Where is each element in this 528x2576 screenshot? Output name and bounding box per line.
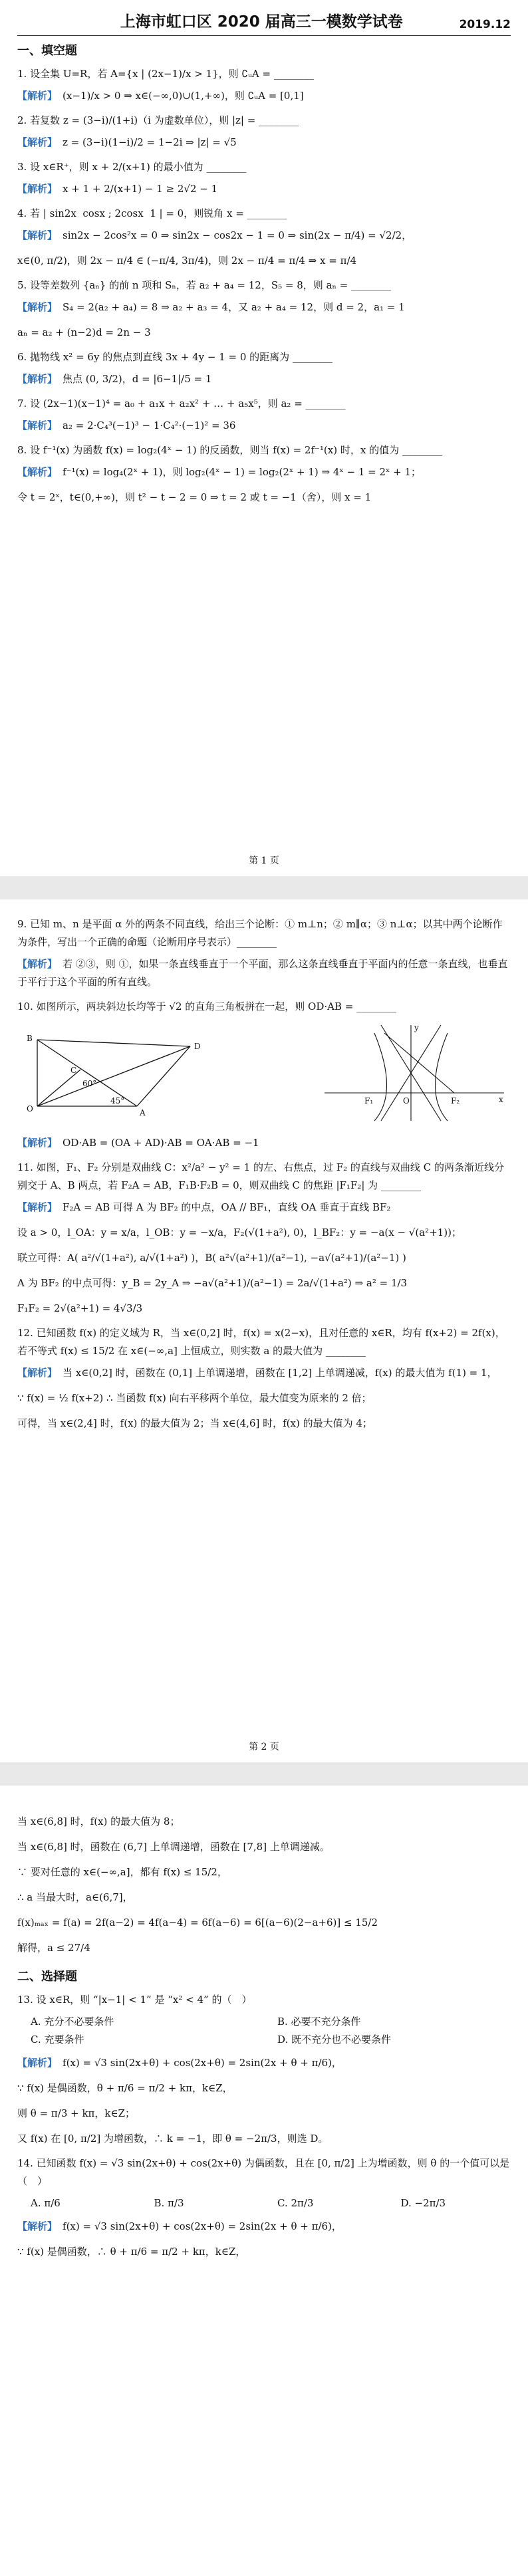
analysis-11-line-4: A 为 BF₂ 的中点可得：y_B = 2y_A ⇒ −a√(a²+1)/(a²−1) = 2a/√(1+a²) ⇒ a² = 1/3 bbox=[17, 1277, 408, 1289]
analysis-2 bbox=[17, 134, 511, 152]
analysis-text: f(x) = √3 sin(2x+θ) + cos(2x+θ) = 2sin(2x + θ + π/6)， bbox=[63, 2220, 342, 2232]
analysis-text: F₂A = AB 可得 A 为 BF₂ 的中点，OA // BF₁，直线 OA 垂直于直线 BF₂ bbox=[63, 1201, 391, 1213]
analysis-3 bbox=[17, 180, 511, 198]
analysis-text: 若 ②③，则 ①，如果一条直线垂直于一个平面，那么这条直线垂直于平面内的任意一条直线，也垂直于平行于这个平面的所有直线。 bbox=[17, 958, 508, 988]
analysis-text: 焦点 (0, 3/2)，d = |6−1|/5 = 1 bbox=[63, 373, 212, 385]
question-14: 14. 已知函数 f(x) = √3 sin(2x+θ) + cos(2x+θ) 为偶函数，且在 [0, π/2] 上为增函数，则 θ 的一个值可以是（ ） bbox=[17, 2157, 510, 2187]
continued-line-4: ∴ a 当最大时，a∈(6,7]， bbox=[17, 1891, 133, 1903]
exam-page-1 bbox=[0, 0, 528, 876]
analysis-label: 【解析】 bbox=[17, 419, 58, 431]
continued-line-6: 解得，a ≤ 27/4 bbox=[17, 1942, 90, 1954]
question-6: 6. 抛物线 x² = 6y 的焦点到直线 3x + 4y − 1 = 0 的距离为 ________ bbox=[17, 351, 332, 363]
analysis-8 bbox=[17, 463, 511, 481]
question-11: 11. 如图，F₁、F₂ 分别是双曲线 C：x²/a² − y² = 1 的左、右焦点，过 F₂ 的直线与双曲线 C 的两条渐近线分别交于 A、B 两点，若 F₂A = AB，F₁B·F₂B = 0，则双曲线 C 的焦距 |F₁F₂| 为 ________ bbox=[17, 1161, 504, 1191]
analysis-label: 【解析】 bbox=[17, 2057, 58, 2069]
fig1-label-d: D bbox=[194, 1042, 201, 1051]
analysis-label: 【解析】 bbox=[17, 373, 58, 385]
analysis-13-line-2: ∵ f(x) 是偶函数，θ + π/6 = π/2 + kπ，k∈Z， bbox=[17, 2082, 233, 2094]
option-d: D. −2π/3 bbox=[400, 2197, 446, 2209]
analysis-14-line-2: ∵ f(x) 是偶函数，∴ θ + π/6 = π/2 + kπ，k∈Z， bbox=[17, 2246, 246, 2258]
option-c: C. 2π/3 bbox=[277, 2197, 314, 2209]
analysis-label: 【解析】 bbox=[17, 466, 58, 478]
question-1: 1. 设全集 U=R，若 A={x | (2x−1)/x > 1}，则 ∁ᵤA = ________ bbox=[17, 68, 314, 80]
option-a: A. π/6 bbox=[31, 2197, 61, 2209]
question-8: 8. 设 f⁻¹(x) 为函数 f(x) = log₂(4ˣ − 1) 的反函数，则当 f(x) = 2f⁻¹(x) 时，x 的值为 ________ bbox=[17, 444, 442, 456]
fig2-label-f2: F₂ bbox=[451, 1096, 460, 1106]
analysis-label: 【解析】 bbox=[17, 1137, 58, 1149]
question-13: 13. 设 x∈R，则 “|x−1| < 1” 是 “x² < 4” 的（ ） bbox=[17, 1994, 252, 2006]
question-5: 5. 设等差数列 {aₙ} 的前 n 项和 Sₙ，若 a₂ + a₄ = 12，S₅ = 8，则 aₙ = ________ bbox=[17, 279, 392, 291]
analysis-8-continued: 令 t = 2ˣ，t∈(0,+∞)，则 t² − t − 2 = 0 ⇒ t = 2 或 t = −1（舍），则 x = 1 bbox=[17, 491, 372, 503]
fig1-label-45: 45° bbox=[110, 1096, 125, 1106]
continued-line-3: ∵ 要对任意的 x∈(−∞,a]，都有 f(x) ≤ 15/2， bbox=[17, 1866, 227, 1878]
continued-line-5: f(x)ₘₐₓ = f(a) = 2f(a−2) = 4f(a−4) = 6f(a−6) = 6[(a−6)(2−a+6)] ≤ 15/2 bbox=[17, 1917, 378, 1929]
triangle-plates-figure bbox=[17, 1020, 217, 1126]
question-13-options bbox=[17, 2013, 511, 2049]
exam-page-2 bbox=[0, 899, 528, 1762]
analysis-label: 【解析】 bbox=[17, 90, 58, 102]
exam-title: 上海市虹口区 2020 届高三一模数学试卷 bbox=[120, 13, 403, 31]
analysis-11-line-5: F₁F₂ = 2√(a²+1) = 4√3/3 bbox=[17, 1302, 143, 1314]
analysis-1 bbox=[17, 87, 511, 105]
question-10: 10. 如图所示，两块斜边长均等于 √2 的直角三角板拼在一起，则 OD·AB = ________ bbox=[17, 1000, 397, 1012]
page-number: 第 2 页 bbox=[249, 1742, 279, 1752]
analysis-13-line-4: 又 f(x) 在 [0, π/2] 为增函数，∴ k = −1，即 θ = −2π/3，则选 D。 bbox=[17, 2133, 329, 2145]
analysis-text: x + 1 + 2/(x+1) − 1 ≥ 2√2 − 1 bbox=[63, 183, 218, 195]
analysis-label: 【解析】 bbox=[17, 1367, 58, 1379]
question-12: 12. 已知函数 f(x) 的定义域为 R，当 x∈(0,2] 时，f(x) = x(2−x)，且对任意的 x∈R，均有 f(x+2) = 2f(x)，若不等式 f(x) ≤ 15/2 在 x∈(−∞,a] 上恒成立，则实数 a 的最大值为 ________ bbox=[17, 1327, 505, 1357]
fig1-label-o: O bbox=[27, 1104, 33, 1113]
analysis-5 bbox=[17, 298, 511, 316]
analysis-4 bbox=[17, 227, 511, 245]
analysis-label: 【解析】 bbox=[17, 136, 58, 148]
analysis-10 bbox=[17, 1134, 511, 1152]
option-a: A. 充分不必要条件 bbox=[31, 2016, 114, 2028]
analysis-text: sin2x − 2cos²x = 0 ⇒ sin2x − cos2x − 1 = 0 ⇒ sin(2x − π/4) = √2/2， bbox=[63, 229, 412, 241]
analysis-label: 【解析】 bbox=[17, 958, 58, 970]
analysis-label: 【解析】 bbox=[17, 183, 58, 195]
fig2-label-y: y bbox=[414, 1023, 419, 1032]
analysis-text: S₄ = 2(a₂ + a₄) = 8 ⇒ a₂ + a₃ = 4，又 a₂ + a₄ = 12，则 d = 2，a₁ = 1 bbox=[63, 301, 405, 313]
analysis-label: 【解析】 bbox=[17, 1201, 58, 1213]
analysis-11 bbox=[17, 1199, 511, 1217]
section-multiple-choice: 二、选择题 bbox=[17, 1970, 77, 1984]
analysis-9 bbox=[17, 955, 511, 991]
exam-page-3 bbox=[0, 1786, 528, 2576]
option-b: B. π/3 bbox=[154, 2197, 184, 2209]
analysis-label: 【解析】 bbox=[17, 2220, 58, 2232]
analysis-5-continued: aₙ = a₂ + (n−2)d = 2n − 3 bbox=[17, 326, 151, 338]
figures-row bbox=[17, 1020, 511, 1126]
question-4: 4. 若 | sin2x cosx ; 2cosx 1 | = 0，则锐角 x = ________ bbox=[17, 207, 287, 219]
question-2: 2. 若复数 z = (3−i)/(1+i)（i 为虚数单位），则 |z| = ________ bbox=[17, 114, 299, 126]
question-9: 9. 已知 m、n 是平面 α 外的两条不同直线，给出三个论断：① m⊥n；② m∥α；③ n⊥α；以其中两个论断作为条件，写出一个正确的命题（论断用序号表示）________ bbox=[17, 918, 503, 948]
analysis-label: 【解析】 bbox=[17, 301, 58, 313]
section-fill-blank: 一、填空题 bbox=[17, 44, 77, 58]
analysis-6 bbox=[17, 370, 511, 388]
fig1-label-a: A bbox=[140, 1108, 146, 1117]
option-c: C. 充要条件 bbox=[31, 2034, 84, 2046]
analysis-4-continued: x∈(0, π/2)，则 2x − π/4 ∈ (−π/4, 3π/4)，则 2x − π/4 = π/4 ⇒ x = π/4 bbox=[17, 255, 357, 267]
analysis-text: (x−1)/x > 0 ⇒ x∈(−∞,0)∪(1,+∞)，则 ∁ᵤA = [0,1] bbox=[63, 90, 304, 102]
header-rule bbox=[17, 35, 511, 36]
analysis-text: z = (3−i)(1−i)/2 = 1−2i ⇒ |z| = √5 bbox=[63, 136, 237, 148]
continued-line-2: 当 x∈(6,8] 时，函数在 (6,7] 上单调递增，函数在 [7,8] 上单调递减。 bbox=[17, 1841, 330, 1853]
fig2-label-x: x bbox=[499, 1095, 503, 1104]
question-3: 3. 设 x∈R⁺，则 x + 2/(x+1) 的最小值为 ________ bbox=[17, 161, 247, 173]
fig2-label-f1: F₁ bbox=[364, 1096, 374, 1106]
option-b: B. 必要不充分条件 bbox=[277, 2016, 361, 2028]
continued-line-1: 当 x∈(6,8] 时，f(x) 的最大值为 8； bbox=[17, 1815, 180, 1827]
analysis-12-line-2: ∵ f(x) = ½ f(x+2) ∴ 当函数 f(x) 向右平移两个单位，最大值变为原来的 2 倍； bbox=[17, 1392, 372, 1404]
fig2-label-o: O bbox=[403, 1096, 410, 1106]
analysis-11-line-3: 联立可得：A( a²/√(1+a²), a/√(1+a²) )，B( a²√(a²+1)/(a²−1), −a√(a²+1)/(a²−1) ) bbox=[17, 1252, 406, 1264]
analysis-13 bbox=[17, 2054, 511, 2072]
fig1-label-b: B bbox=[27, 1034, 33, 1043]
exam-date: 2019.12 bbox=[459, 18, 511, 31]
analysis-text: 当 x∈(0,2] 时，函数在 (0,1] 上单调递增，函数在 [1,2] 上单调递减，f(x) 的最大值为 f(1) = 1， bbox=[63, 1367, 497, 1379]
fig1-label-c: C bbox=[70, 1066, 77, 1075]
question-7: 7. 设 (2x−1)(x−1)⁴ = a₀ + a₁x + a₂x² + … + a₅x⁵，则 a₂ = ________ bbox=[17, 398, 346, 410]
fig1-label-60: 60° bbox=[82, 1079, 97, 1088]
analysis-label: 【解析】 bbox=[17, 229, 58, 241]
analysis-text: f⁻¹(x) = log₄(2ˣ + 1)，则 log₂(4ˣ − 1) = log₂(2ˣ + 1) ⇒ 4ˣ − 1 = 2ˣ + 1； bbox=[63, 466, 422, 478]
analysis-14 bbox=[17, 2218, 511, 2236]
analysis-11-line-2: 设 a > 0，l_OA：y = x/a，l_OB：y = −x/a，F₂(√(1+a²), 0)，l_BF₂：y = −a(x − √(a²+1))； bbox=[17, 1227, 462, 1238]
analysis-7 bbox=[17, 417, 511, 435]
analysis-12 bbox=[17, 1364, 511, 1382]
analysis-text: OD·AB = (OA + AD)·AB = OA·AB = −1 bbox=[63, 1137, 259, 1149]
analysis-13-line-3: 则 θ = π/3 + kπ，k∈Z； bbox=[17, 2107, 136, 2119]
option-d: D. 既不充分也不必要条件 bbox=[277, 2034, 392, 2046]
question-14-options bbox=[17, 2194, 511, 2212]
analysis-text: f(x) = √3 sin(2x+θ) + cos(2x+θ) = 2sin(2x + θ + π/6)， bbox=[63, 2057, 342, 2069]
analysis-12-line-3: 可得，当 x∈(2,4] 时，f(x) 的最大值为 2；当 x∈(4,6] 时，f(x) 的最大值为 4； bbox=[17, 1417, 372, 1429]
analysis-text: a₂ = 2·C₄³(−1)³ − 1·C₄²·(−1)² = 36 bbox=[63, 419, 236, 431]
hyperbola-figure bbox=[311, 1020, 511, 1126]
page-number: 第 1 页 bbox=[249, 856, 279, 866]
exam-header bbox=[17, 0, 511, 31]
